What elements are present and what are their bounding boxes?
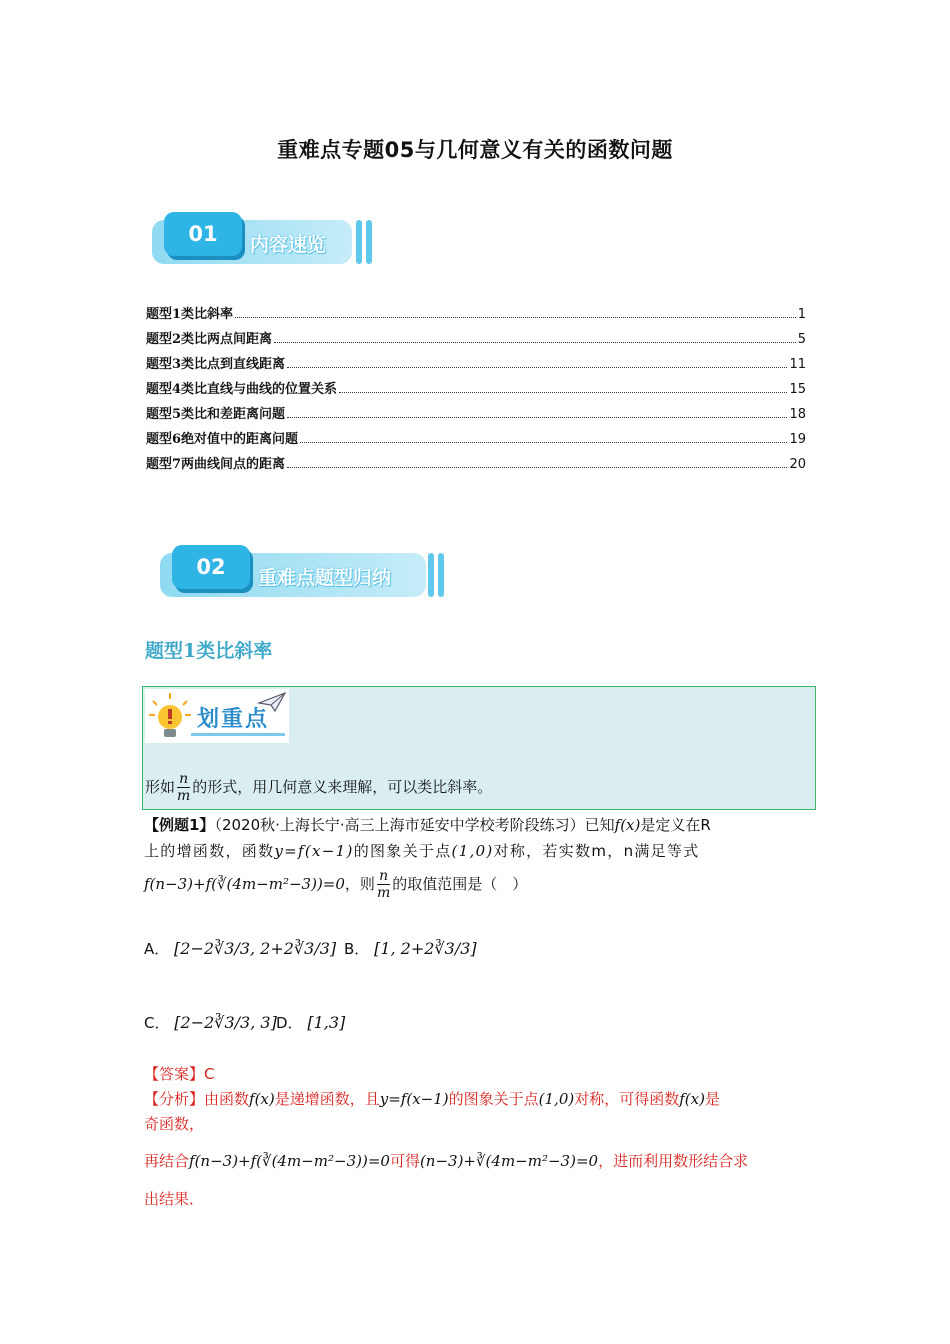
section-badge-02: [160, 545, 450, 593]
toc-item[interactable]: 题型6绝对值中的距离问题 19: [146, 432, 806, 447]
toc-item[interactable]: 题型3类比点到直线距离 11: [146, 357, 806, 372]
key-point-text: 形如 $\frac{n}{m}$ 的形式，用几何意义来理解，可以类比斜率。: [145, 771, 493, 804]
key-point-label: 划重点: [197, 707, 270, 732]
analysis-line-4: 出结果．: [144, 1190, 205, 1208]
key-point-logo: [145, 689, 289, 743]
fraction-n-over-m: $\frac{n}{m}$: [376, 868, 391, 901]
example-line-3: f(n−3)+f(∛(4m−m²−3))=0，则 $\frac{n}{m}$ 的取值范围是（ ）: [144, 868, 528, 901]
section-number: 01: [164, 212, 242, 256]
toc-item[interactable]: 题型4类比直线与曲线的位置关系 15: [146, 382, 806, 397]
option-a[interactable]: A． [2−2∛3/3, 2+2∛3/3]: [144, 939, 337, 958]
lightbulb-icon: [147, 691, 193, 743]
option-b[interactable]: B． [1, 2+2∛3/3]: [344, 939, 477, 958]
section-heading: 题型1类比斜率: [145, 640, 273, 662]
fraction-n-over-m: $\frac{n}{m}$: [177, 771, 191, 804]
option-c[interactable]: C． [2−2∛3/3, 3]: [144, 1013, 277, 1032]
toc-item[interactable]: 题型1类比斜率 1: [146, 307, 806, 322]
analysis-line-3: 再结合f(n−3)+f(∛(4m−m²−3))=0可得(n−3)+∛(4m−m²−3)=0，进而利用数形结合求: [144, 1152, 749, 1170]
example-line-1: 【例题1】（2020秋·上海长宁·高三上海市延安中学校考阶段练习）已知f(x)是定义在R: [144, 816, 711, 834]
key-point-box: [142, 686, 816, 810]
page-title: 重难点专题05与几何意义有关的函数问题: [277, 138, 673, 162]
analysis-line-2: 奇函数，: [144, 1115, 205, 1133]
example-line-2: 上的增函数，函数y=f(x−1)的图象关于点(1,0)对称，若实数m，n满足等式: [144, 842, 700, 860]
analysis-line-1: 【分析】由函数f(x)是递增函数，且y=f(x−1)的图象关于点(1,0)对称，可得函数f(x)是: [144, 1090, 720, 1108]
toc-item[interactable]: 题型2类比两点间距离 5: [146, 332, 806, 347]
toc-item[interactable]: 题型7两曲线间点的距离 20: [146, 457, 806, 472]
answer-line: 【答案】C: [144, 1065, 215, 1083]
option-d[interactable]: D． [1,3]: [276, 1013, 346, 1032]
toc-item[interactable]: 题型5类比和差距离问题 18: [146, 407, 806, 422]
section-label: 内容速览: [250, 234, 327, 256]
section-label: 重难点题型归纳: [258, 567, 392, 589]
section-badge-01: [152, 212, 372, 260]
section-number: 02: [172, 545, 250, 589]
